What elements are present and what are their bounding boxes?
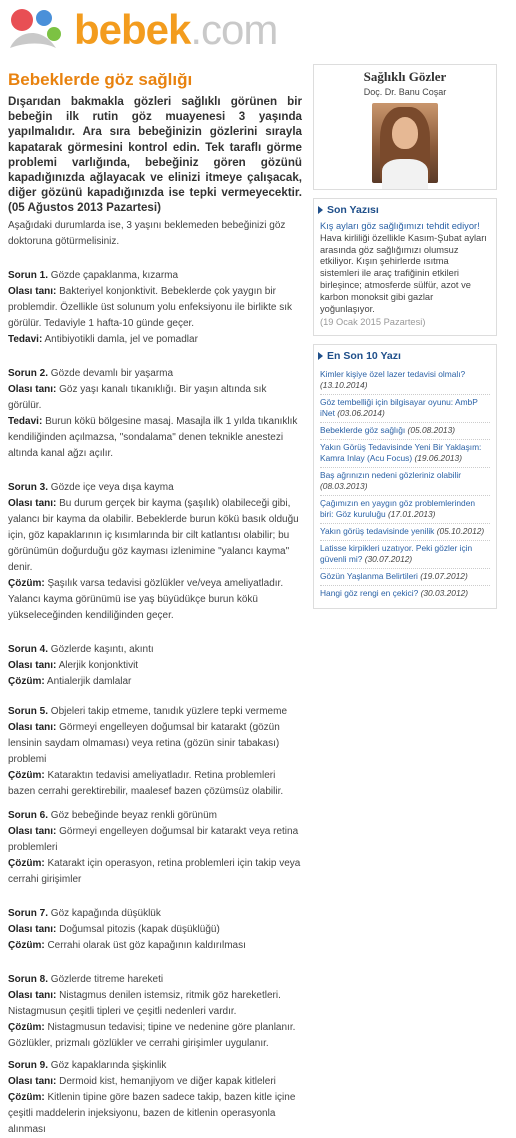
article-intro: Aşağıdaki durumlarda ise, 3 yaşını beklemeden bebeğinizi göz doktoruna götürmelisiniz. (8, 219, 286, 247)
solution-text: Şaşılık varsa tedavisi gözlükler ve/veya ameliyatladır. Yalancı kayma görünümü ise yaş büyüdükçe burun kökü yükseleceğinden kendiliğinden geçer. (8, 577, 284, 621)
solution-label: Çözüm: (8, 857, 45, 869)
solution-label: Çözüm: (8, 577, 45, 589)
article-title: Bebeklerde göz sağlığı (8, 70, 193, 89)
problem-item (8, 642, 302, 690)
diagnosis-label: Olası tanı: (8, 989, 57, 1001)
recent-post-title: Baş ağrınızın nedeni gözleriniz olabilir (320, 470, 462, 481)
solution-label: Çözüm: (8, 939, 45, 951)
arrow-right-icon (318, 206, 323, 214)
recent-post-date: (13.10.2014) (320, 380, 368, 391)
problem-label: Sorun 5. (8, 705, 49, 717)
problem-item (8, 1058, 302, 1138)
recent-post-title: Hangi göz rengi en çekici? (320, 588, 419, 599)
recent-post-link[interactable] (320, 541, 490, 569)
author-photo[interactable] (372, 103, 438, 183)
diagnosis-label: Olası tanı: (8, 721, 57, 733)
latest-post-heading-label: Son Yazısı (327, 204, 379, 216)
recent-post-title: Göz tembelliği için bilgisayar oyunu: AmbP iNet (320, 397, 478, 419)
diagnosis-label: Olası tanı: (8, 659, 57, 671)
recent-posts-box (313, 344, 497, 609)
sidebar (313, 64, 497, 609)
solution-text: Katarakt için operasyon, retina problemleri için takip veya cerrahi girişimler (8, 857, 301, 885)
solution-text: Kitlenin tipine göre bazen sadece takip, bazen kitle içine çeşitli maddelerin injeksiyonu, bazen de kitlenin operasyonla alınması (8, 1091, 296, 1135)
problem-item (8, 268, 302, 348)
recent-post-link[interactable] (320, 440, 490, 468)
solution-text: Burun kökü bölgesine masaj. Masajla ilk 1 yılda tıkanıklık kendiliğinden açılmazsa, "sondalama" denen teknikle anestezi altında kanal ağzı açılır. (8, 415, 298, 459)
problem-text: Göz kapaklarında şişkinlik (50, 1059, 167, 1071)
recent-post-link[interactable] (320, 423, 490, 440)
recent-post-date: (05.08.2013) (407, 425, 456, 436)
recent-post-link[interactable] (320, 586, 490, 602)
problem-item (8, 366, 302, 462)
problem-text: Göz bebeğinde beyaz renkli görünüm (50, 809, 218, 821)
solution-label: Çözüm: (8, 1021, 45, 1033)
logo-suffix: .com (190, 6, 278, 53)
diagnosis-label: Olası tanı: (8, 923, 57, 935)
solution-label: Tedavi: (8, 415, 43, 427)
recent-post-date: (17.01.2013) (387, 509, 436, 520)
recent-post-link[interactable] (320, 524, 490, 541)
recent-post-date: (19.07.2012) (420, 571, 468, 582)
problem-item (8, 704, 302, 800)
author-name: Doç. Dr. Banu Coşar (363, 87, 447, 97)
solution-label: Çözüm: (8, 1091, 45, 1103)
recent-post-title: Yakın Görüş Tedavisinde Yeni Bir Yaklaşım: Kamra Inlay (Acu Focus) (320, 442, 482, 464)
site-header (0, 0, 516, 62)
problem-item (8, 906, 302, 954)
latest-post-summary: Hava kirliliği özellikle Kasım-Şubat ayları arasında göz sağlığımızı olumsuz etkiliyor. Kışın şehirlerde ısıtma sistemleri ile araç trafiğinin etkileri birleşince; atmosferde sülfür, azot ve karbon monoksit gibi gazlar yoğunlaşıyor. (320, 232, 487, 314)
diagnosis-text: Dermoid kist, hemanjiyom ve diğer kapak kitleleri (59, 1075, 276, 1087)
diagnosis-label: Olası tanı: (8, 825, 57, 837)
logo-name: bebek (74, 6, 191, 53)
problem-text: Gözde içe veya dışa kayma (50, 481, 174, 493)
diagnosis-label: Olası tanı: (8, 1075, 57, 1087)
diagnosis-label: Olası tanı: (8, 383, 57, 395)
recent-post-date: (30.07.2012) (364, 554, 413, 565)
problem-label: Sorun 8. (8, 973, 49, 985)
latest-post-date: (19 Ocak 2015 Pazartesi) (320, 317, 426, 328)
diagnosis-text: Doğumsal pitozis (kapak düşüklüğü) (59, 923, 220, 935)
recent-post-title: Çağımızın en yaygın göz problemlerinden biri: Göz kuruluğu (320, 498, 476, 520)
author-profile-box[interactable] (313, 64, 497, 190)
problem-label: Sorun 1. (8, 269, 49, 281)
problem-text: Göz kapağında düşüklük (50, 907, 161, 919)
diagnosis-text: Bakteriyel konjonktivit. Bebeklerde çok yaygın bir problemdir. Özellikle üst solunum yolu enfeksiyonu ile birlikte sık görülür. Tedaviyle 1 hafta-10 günde geçer. (8, 285, 293, 329)
diagnosis-text: Alerjik konjonktivit (58, 659, 139, 671)
recent-post-date: (08.03.2013) (320, 481, 368, 492)
diagnosis-text: Göz yaşı kanalı tıkanıklığı. Bir yaşın altında sık görülür. (8, 383, 267, 411)
problem-list (8, 268, 302, 1138)
diagnosis-text: Bu durum gerçek bir kayma (şaşılık) olabileceği gibi, yalancı bir kayma da olabilir. Bebeklerde burun kökü basık olduğu için, göz kapaklarının iç kısımlarında bir cilt katlantısı olabilir; bu görünümün doğurduğu göz kayması izlenimine "yalancı kayma" denir. (8, 497, 299, 573)
site-logo-text[interactable] (74, 6, 277, 54)
problem-label: Sorun 4. (8, 643, 49, 655)
recent-post-link[interactable] (320, 395, 490, 423)
solution-label: Tedavi: (8, 333, 43, 345)
problem-item (8, 808, 302, 888)
recent-post-title: Yakın görüş tedavisinde yenilik (320, 526, 435, 537)
latest-post-box (313, 198, 497, 336)
recent-posts-heading-label: En Son 10 Yazı (327, 350, 401, 363)
recent-post-date: (30.03.2012) (420, 588, 469, 599)
problem-label: Sorun 2. (8, 367, 49, 379)
diagnosis-text: Görmeyi engelleyen doğumsal bir katarakt (gözün lensinin saydam olmaması) veya retina (gözün sinir tabakası) problemi (8, 721, 280, 765)
recent-post-link[interactable] (320, 569, 490, 586)
problem-label: Sorun 9. (8, 1059, 49, 1071)
diagnosis-text: Görmeyi engelleyen doğumsal bir katarakt veya retina problemleri (8, 825, 299, 853)
recent-post-link[interactable] (320, 367, 490, 395)
problem-item (8, 972, 302, 1052)
recent-posts-list (314, 365, 496, 608)
recent-post-date: (19.06.2013) (414, 453, 462, 464)
solution-label: Çözüm: (8, 675, 45, 687)
problem-text: Gözde devamlı bir yaşarma (50, 367, 174, 379)
recent-post-link[interactable] (320, 496, 490, 524)
recent-post-title: Kimler kişiye özel lazer tedavisi olmalı? (320, 369, 466, 380)
solution-text: Kataraktın tedavisi ameliyatladır. Retina problemleri bazen cerrahi gerektirebilir, maalesef bazen çözümsüz olabilir. (8, 769, 284, 797)
problem-text: Objeleri takip etmeme, tanıdık yüzlere tepki vermeme (50, 705, 288, 717)
diagnosis-label: Olası tanı: (8, 285, 57, 297)
problem-item (8, 480, 302, 624)
bebek-logo-icon[interactable] (4, 4, 68, 58)
diagnosis-text: Nistagmus denilen istemsiz, ritmik göz hareketleri. Nistagmusun çeşitli tipleri ve çeşitli nedenleri vardır. (8, 989, 281, 1017)
problem-text: Gözlerde titreme hareketi (50, 973, 164, 985)
arrow-right-icon (318, 352, 323, 360)
article-lead: Dışarıdan bakmakla gözleri sağlıklı görünen bir bebeğin ilk rutin göz muayenesi 3 yaşında yapılmalıdır. Ara sıra bebeğinizin gözlerini sırayla kapatarak görmesini kontrol edin. Tek taraflı görme problemi varlığında, bebeğiniz gören gözünü kapadığınızda ağlayacak ve elinizi itmeye çalışacak, diğer gözünü kapadığınızda ise tepki vermeyecektir. (05 Ağustos 2013 Pazartesi) (8, 95, 302, 215)
recent-post-title: Gözün Yaşlanma Belirtileri (320, 571, 418, 582)
solution-text: Antibiyotikli damla, jel ve pomadlar (44, 333, 198, 345)
solution-text: Antialerjik damlalar (46, 675, 132, 687)
problem-label: Sorun 3. (8, 481, 49, 493)
recent-post-title: Bebeklerde göz sağlığı (320, 425, 406, 436)
article (8, 70, 302, 1138)
solution-text: Nistagmusun tedavisi; tipine ve nedenine göre planlanır. Gözlükler, prizmalı gözlükler ve cerrahi girişimler uygulanır. (8, 1021, 296, 1049)
problem-text: Gözlerde kaşıntı, akıntı (50, 643, 154, 655)
problem-label: Sorun 6. (8, 809, 49, 821)
latest-post-link[interactable]: Kış ayları göz sağlığımızı tehdit ediyor! (320, 221, 480, 231)
recent-posts-heading (314, 345, 496, 365)
problem-label: Sorun 7. (8, 907, 49, 919)
solution-text: Cerrahi olarak üst göz kapağının kaldırılması (47, 939, 246, 951)
recent-post-link[interactable] (320, 468, 490, 496)
recent-post-title: Latisse kirpikleri uzatıyor. Peki gözler için güvenli mi? (320, 543, 473, 565)
recent-post-date: (03.06.2014) (337, 408, 385, 419)
diagnosis-label: Olası tanı: (8, 497, 57, 509)
problem-text: Gözde çapaklanma, kızarma (50, 269, 179, 281)
recent-post-date: (05.10.2012) (436, 526, 485, 537)
column-title: Sağlıklı Gözler (363, 69, 447, 84)
latest-post-heading (314, 199, 496, 219)
solution-label: Çözüm: (8, 769, 45, 781)
